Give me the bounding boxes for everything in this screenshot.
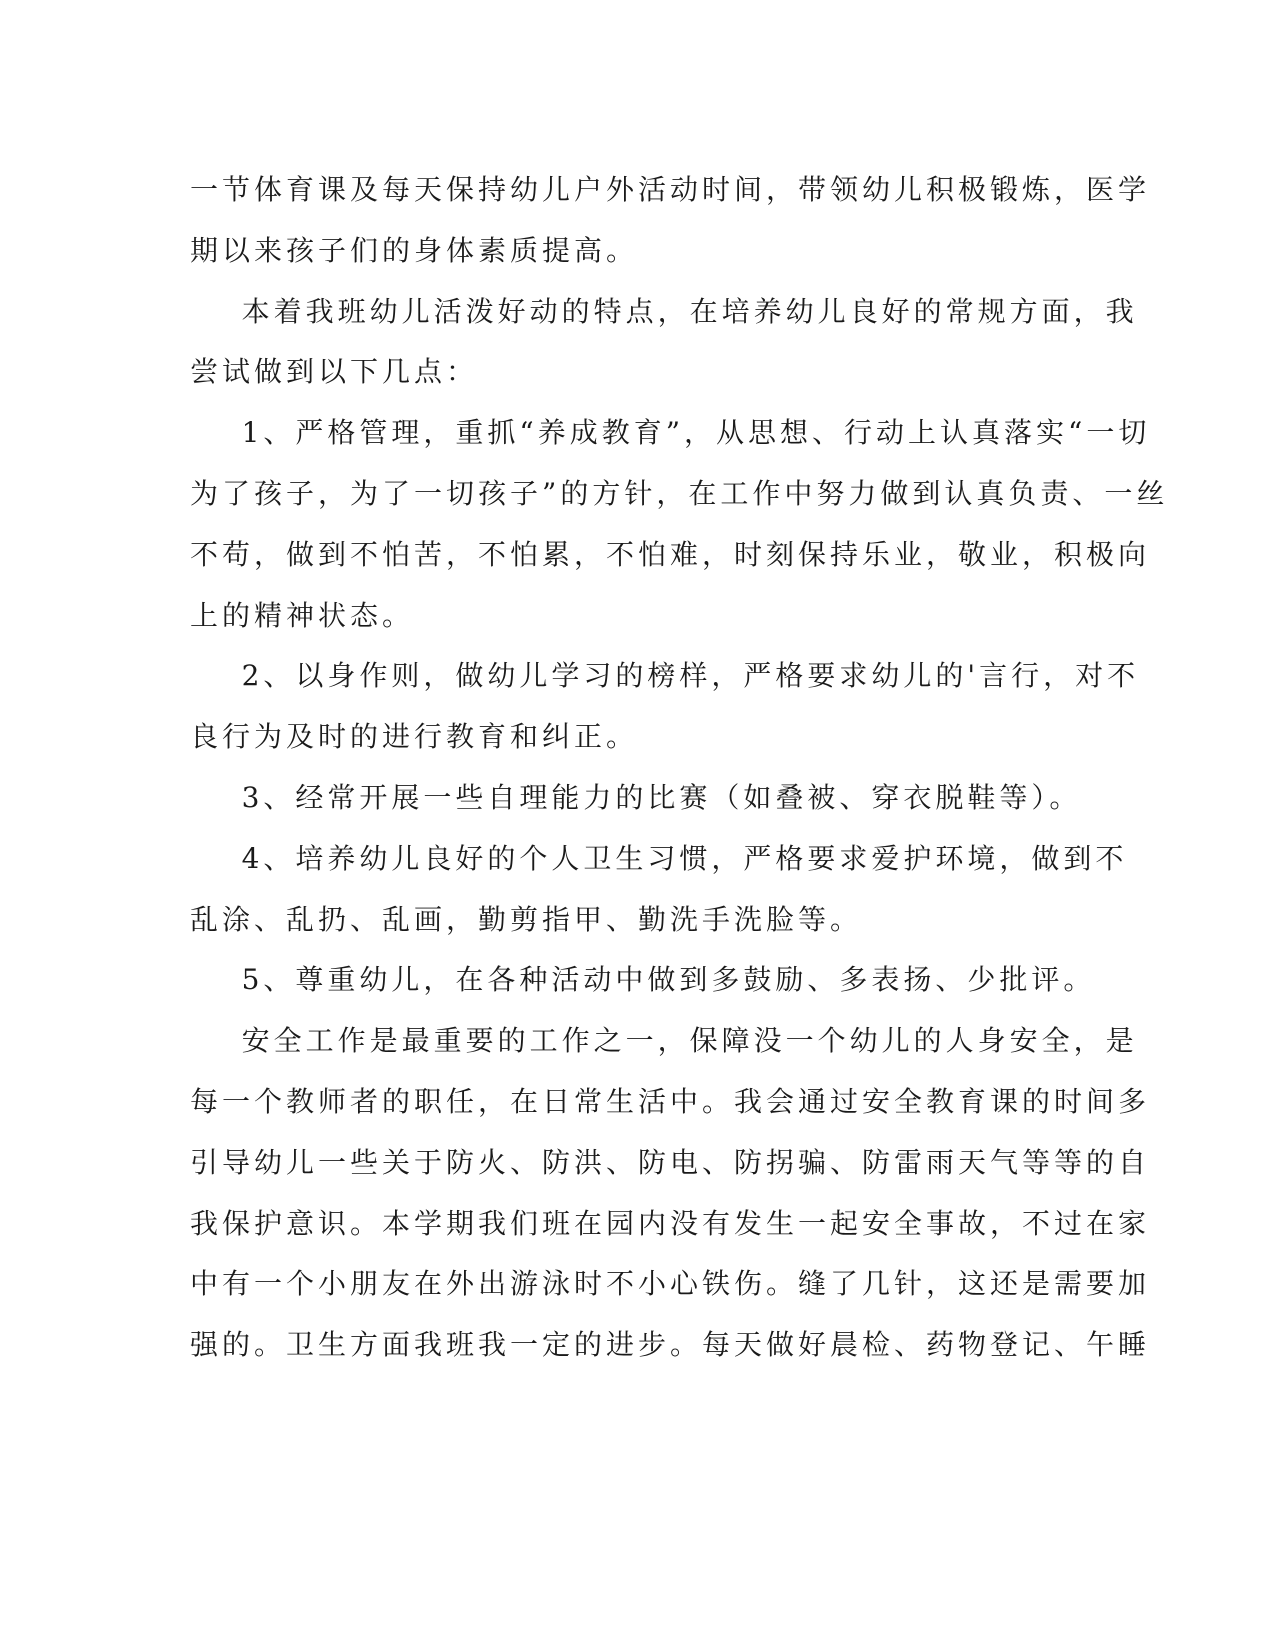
text-line: 中有一个小朋友在外出游泳时不小心铁伤。缝了几针，这还是需要加 [190, 1267, 1151, 1301]
text-line: 强的。卫生方面我班我一定的进步。每天做好晨检、药物登记、午睡 [190, 1328, 1151, 1362]
text-line: 上的精神状态。 [190, 598, 415, 632]
text-line: 引导幼儿一些关于防火、防洪、防电、防拐骗、防雷雨天气等等的自 [190, 1145, 1151, 1179]
text-line: 一节体育课及每天保持幼儿户外活动时间，带领幼儿积极锻炼，医学 [190, 173, 1151, 206]
text-line: 乱涂、乱扔、乱画，勤剪指甲、勤洗手洗脸等。 [190, 902, 863, 936]
text-line: 我保护意识。本学期我们班在园内没有发生一起安全事故，不过在家 [190, 1206, 1151, 1240]
text-line: 安全工作是最重要的工作之一，保障没一个幼儿的人身安全，是 [190, 1024, 1138, 1058]
text-line: 期以来孩子们的身体素质提高。 [190, 233, 639, 267]
text-line: 2、以身作则，做幼儿学习的榜样，严格要求幼儿的'言行，对不 [190, 659, 1140, 693]
text-line: 尝试做到以下几点： [190, 355, 479, 389]
text-line: 不苟，做到不怕苦，不怕累，不怕难，时刻保持乐业，敬业，积极向 [190, 537, 1151, 571]
text-line: 5、尊重幼儿，在各种活动中做到多鼓励、多表扬、少批评。 [190, 963, 1096, 997]
text-line: 3、经常开展一些自理能力的比赛（如叠被、穿衣脱鞋等）。 [190, 780, 1082, 814]
document-body [190, 160, 1169, 1376]
text-line: 为了孩子，为了一切孩子”的方针，在工作中努力做到认真负责、一丝 [190, 476, 1169, 510]
text-line: 1、严格管理，重抓“养成教育”，从思想、行动上认真落实“一切 [190, 416, 1151, 450]
text-line: 4、培养幼儿良好的个人卫生习惯，严格要求爱护环境，做到不 [190, 841, 1128, 875]
text-line: 每一个教师者的职任，在日常生活中。我会通过安全教育课的时间多 [190, 1084, 1151, 1118]
text-line: 本着我班幼儿活泼好动的特点，在培养幼儿良好的常规方面，我 [190, 294, 1138, 328]
text-line: 良行为及时的进行教育和纠正。 [190, 720, 639, 754]
